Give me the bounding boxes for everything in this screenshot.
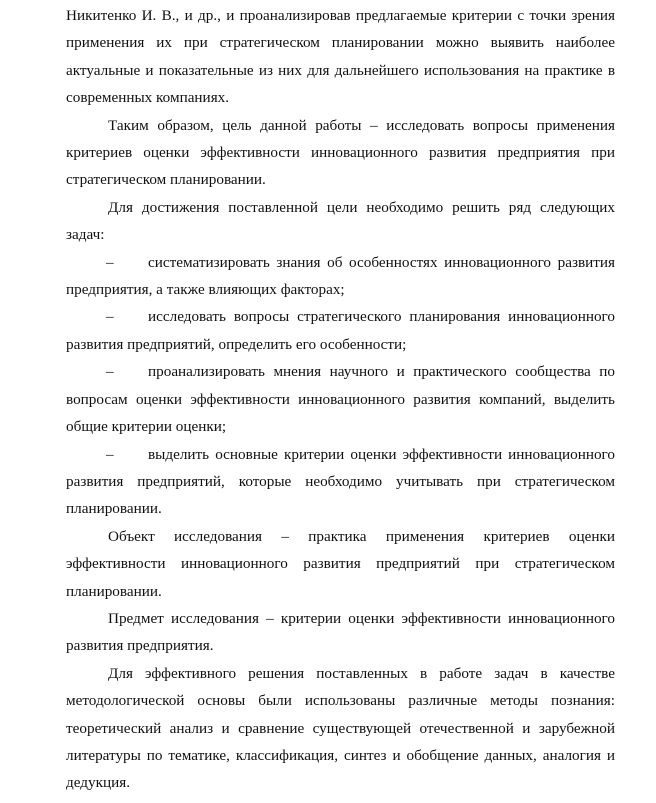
paragraph-tasks-intro: Для достижения поставленной цели необходимо решить ряд следующих задач: [66,198,615,244]
paragraph-continuation: Никитенко И. В., и др., и проанализировав предлагаемые критерии с точки зрения применения их при стратегическом планировании можно выявить наиболее актуальные и показательные из них для дальнейшего использования на практике в современных компаниях. [66,7,615,107]
list-item-text: систематизировать знания об особенностях инновационного развития предприятия, а также влияющих факторах; [66,253,615,299]
list-item [66,303,615,358]
list-bullet: – [106,363,114,381]
list-bullet: – [106,445,114,463]
list-item-text: исследовать вопросы стратегического планирования инновационного развития предприятий, определить его особенности; [66,308,615,353]
list-item-text: проанализировать мнения научного и практического сообщества по вопросам оценки эффективности инновационного развития компаний, выделить общие критерии оценки; [66,363,615,436]
paragraph-goal: Таким образом, цель данной работы – исследовать вопросы применения критериев оценки эффективности инновационного развития предприятия при стратегическом планировании. [66,116,615,189]
task-list [66,249,615,523]
list-bullet: – [106,253,114,271]
list-bullet: – [106,308,114,326]
list-item [66,441,615,523]
list-item [66,358,615,440]
document-page [66,2,615,797]
paragraph-subject: Предмет исследования – критерии оценки эффективности инновационного развития предприятия. [66,609,615,655]
paragraph-object: Объект исследования – практика применения критериев оценки эффективности инновационного развития предприятий при стратегическом планировании. [66,527,615,600]
list-item [66,249,615,304]
paragraph-methodology: Для эффективного решения поставленных в работе задач в качестве методологической основы были использованы различные методы познания: теоретический анализ и сравнение существующей отечественной и зарубежной литературы по тематике, классификация, синтез и обобщение данных, аналогия и дедукция. [66,664,615,792]
list-item-text: выделить основные критерии оценки эффективности инновационного развития предприятий, которые необходимо учитывать при стратегическом планировании. [66,445,615,518]
